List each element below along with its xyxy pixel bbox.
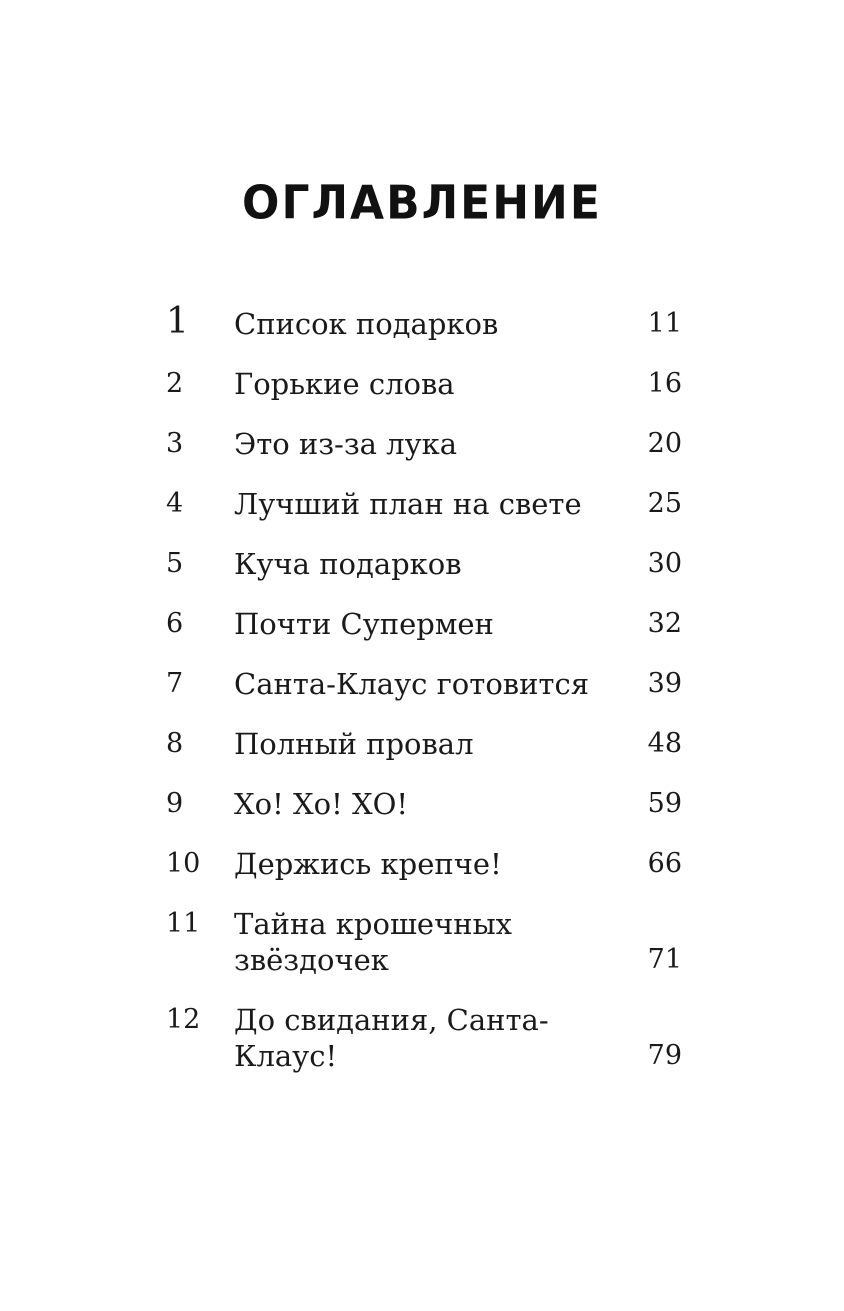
- chapter-page: 79: [647, 1040, 682, 1071]
- toc-row: [166, 846, 696, 882]
- chapter-title: Это из-за лука: [234, 427, 458, 461]
- chapter-title: Полный провал: [234, 727, 474, 761]
- chapter-page: 39: [647, 668, 682, 699]
- chapter-page: 32: [647, 608, 682, 639]
- page-title: ОГЛАВЛЕНИЕ: [242, 176, 602, 231]
- chapter-title: Почти Супермен: [234, 607, 494, 641]
- chapter-number: 9: [166, 788, 184, 819]
- chapter-page: 59: [647, 788, 682, 819]
- chapter-number: 3: [166, 428, 184, 459]
- chapter-title: Санта-Клаус готовится: [234, 667, 590, 701]
- table-of-contents: [166, 301, 696, 1098]
- toc-row: [166, 546, 696, 582]
- chapter-title: Хо! Хо! ХО!: [234, 787, 409, 821]
- chapter-page: 16: [647, 368, 682, 399]
- toc-row: [166, 906, 696, 978]
- chapter-title: Горькие слова: [234, 367, 455, 401]
- toc-row: [166, 301, 696, 342]
- chapter-page: 25: [647, 488, 682, 519]
- chapter-number: 2: [166, 368, 184, 399]
- toc-row: [166, 486, 696, 522]
- chapter-number: 7: [166, 668, 184, 699]
- chapter-title: Лучший план на свете: [234, 487, 582, 521]
- chapter-page: 20: [647, 428, 682, 459]
- toc-row: [166, 1002, 696, 1074]
- chapter-number: 10: [166, 848, 201, 879]
- chapter-title-line-1: Тайна крошечных: [234, 907, 513, 941]
- chapter-title: До свидания, Санта-Клаус!: [234, 1003, 549, 1073]
- toc-row: [166, 606, 696, 642]
- chapter-title: Список подарков: [234, 307, 499, 341]
- chapter-number: 6: [166, 608, 184, 639]
- chapter-number: 11: [166, 908, 201, 939]
- chapter-title: Куча подарков: [234, 547, 462, 581]
- chapter-page: 11: [647, 308, 682, 339]
- chapter-page: 30: [647, 548, 682, 579]
- chapter-number: 8: [166, 728, 184, 759]
- chapter-page: 66: [647, 848, 682, 879]
- chapter-number: 12: [166, 1004, 201, 1035]
- toc-row: [166, 666, 696, 702]
- toc-row: [166, 786, 696, 822]
- chapter-number: 4: [166, 488, 184, 519]
- chapter-number: 5: [166, 548, 184, 579]
- toc-row: [166, 366, 696, 402]
- chapter-title-line-2: звёздочек: [234, 943, 389, 977]
- chapter-page: 71: [647, 944, 682, 975]
- chapter-page: 48: [647, 728, 682, 759]
- chapter-title: Держись крепче!: [234, 847, 502, 881]
- chapter-title: [234, 906, 634, 978]
- chapter-number: 1: [166, 301, 189, 342]
- toc-row: [166, 426, 696, 462]
- toc-row: [166, 726, 696, 762]
